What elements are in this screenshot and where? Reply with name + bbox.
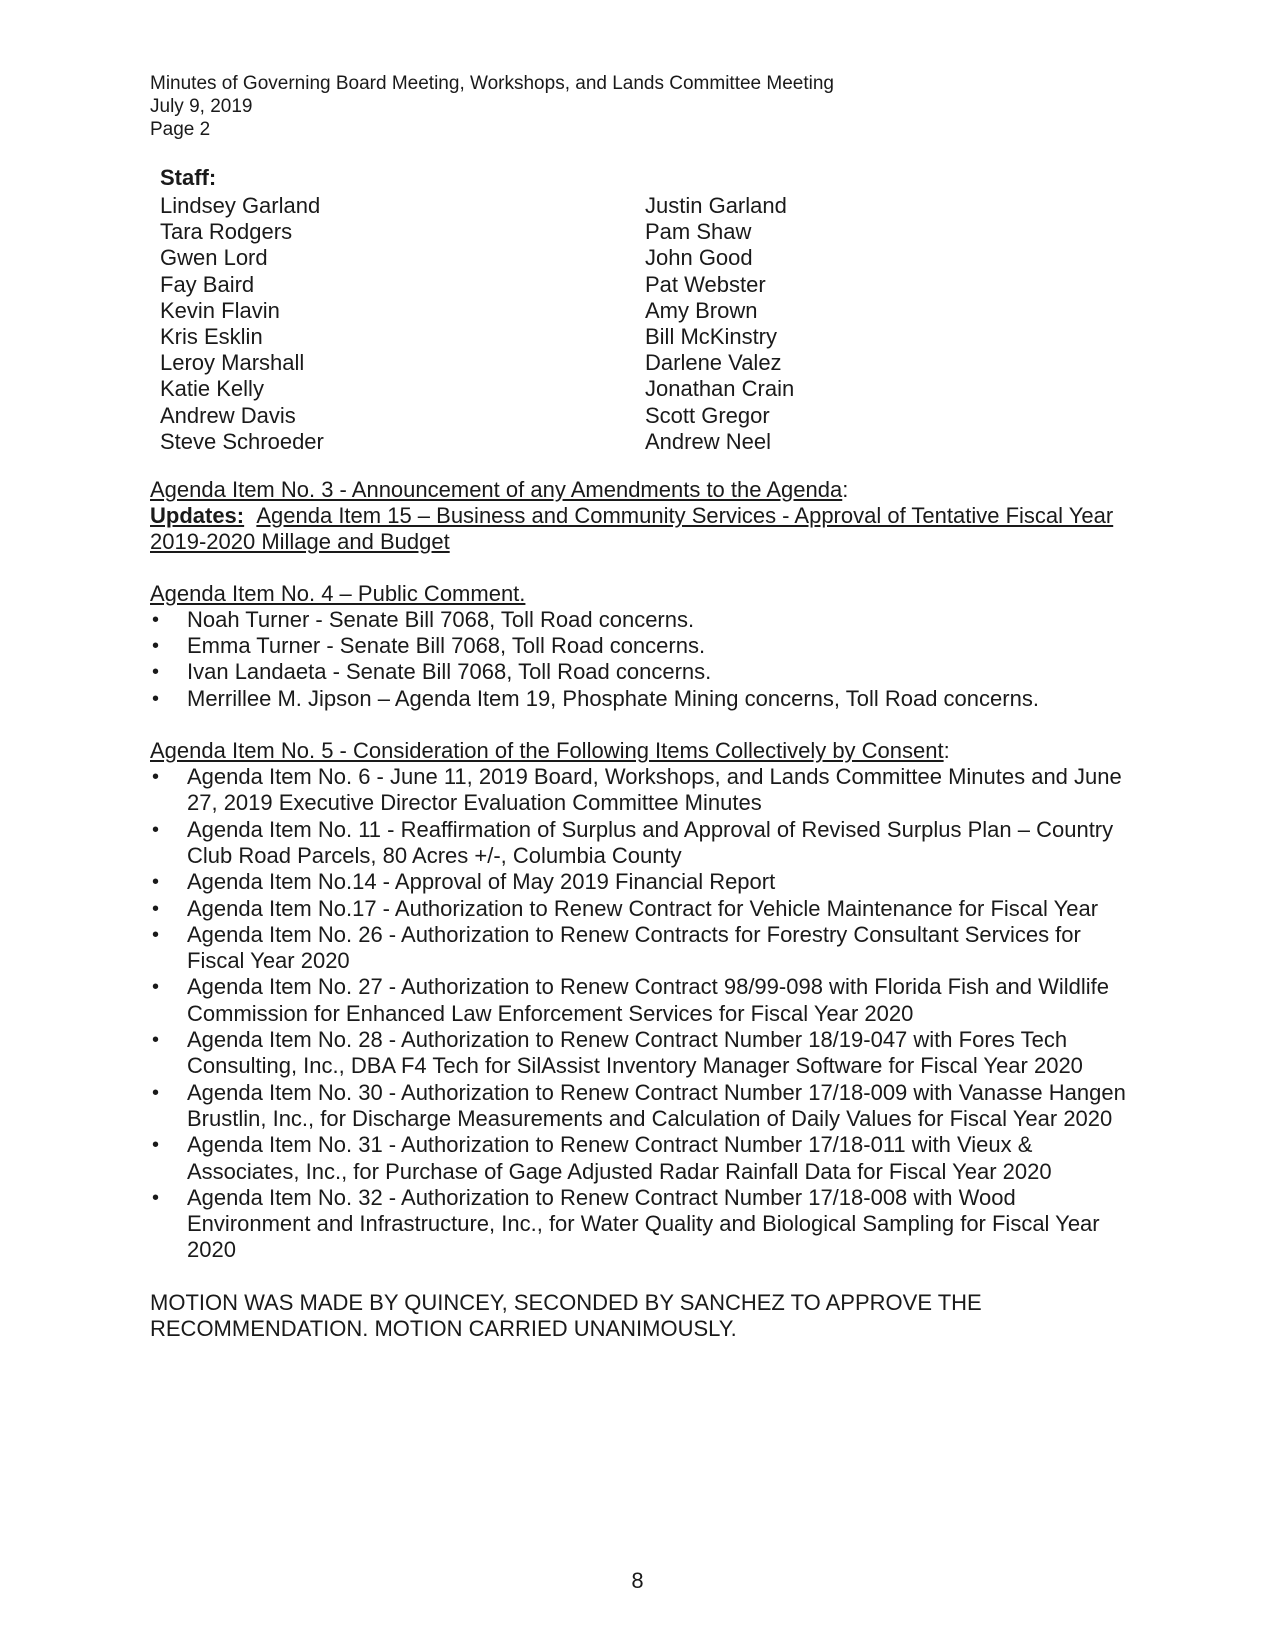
staff-name: Scott Gregor (645, 402, 770, 428)
staff-columns (160, 193, 1130, 455)
staff-section (160, 165, 1130, 455)
list-item: • Merrillee M. Jipson – Agenda Item 19, Phosphate Mining concerns, Toll Road concerns. (150, 686, 1130, 712)
staff-name: Andrew Neel (645, 428, 771, 454)
updates-text: Agenda Item 15 – Business and Community Services - Approval of Tentative Fiscal Year 2019-2020 Millage and Budget (150, 502, 1114, 554)
motion-text: MOTION WAS MADE BY QUINCEY, SECONDED BY SANCHEZ TO APPROVE THE RECOMMENDATION. MOTION CARRIED UNANIMOUSLY. (150, 1289, 982, 1341)
agenda-item-4 (150, 581, 1130, 712)
agenda-item-5-colon: : (943, 738, 950, 764)
agenda-item-3-heading: Agenda Item No. 3 - Announcement of any Amendments to the Agenda (150, 476, 843, 502)
page-number: 8 (631, 1568, 644, 1593)
list-item: • Agenda Item No. 32 - Authorization to Renew Contract Number 17/18-008 with Wood Environment and Infrastructure, Inc., for Water Quality and Biological Sampling for Fiscal Year 2020 (150, 1185, 1130, 1264)
staff-name: Tara Rodgers (160, 219, 293, 245)
staff-name: Katie Kelly (160, 376, 264, 402)
staff-name: Leroy Marshall (160, 350, 305, 376)
agenda-item-3 (150, 477, 1130, 555)
staff-name: Bill McKinstry (645, 323, 778, 349)
list-item: • Agenda Item No. 30 - Authorization to Renew Contract Number 17/18-009 with Vanasse Hangen Brustlin, Inc., for Discharge Measurements and Calculation of Daily Values for Fiscal Year 2020 (150, 1080, 1130, 1133)
list-item: • Agenda Item No. 27 - Authorization to Renew Contract 98/99-098 with Florida Fish and Wildlife Commission for Enhanced Law Enforcement Services for Fiscal Year 2020 (150, 974, 1130, 1027)
staff-name: Fay Baird (160, 271, 255, 297)
header-date: July 9, 2019 (150, 96, 253, 117)
staff-heading: Staff: (160, 165, 217, 190)
staff-name: Pat Webster (645, 271, 766, 297)
staff-name: Kevin Flavin (160, 297, 280, 323)
staff-name: Jonathan Crain (645, 376, 795, 402)
staff-column-right (645, 193, 1130, 455)
staff-name: Amy Brown (645, 297, 758, 323)
list-item: • Noah Turner - Senate Bill 7068, Toll Road concerns. (150, 607, 1130, 633)
staff-name: Kris Esklin (160, 323, 263, 349)
staff-name: Steve Schroeder (160, 428, 324, 454)
consent-items-list (150, 764, 1130, 1264)
staff-name: Pam Shaw (645, 219, 752, 245)
staff-name: John Good (645, 245, 753, 271)
staff-name: Justin Garland (645, 193, 787, 218)
staff-column-left (160, 193, 645, 455)
staff-name: Lindsey Garland (160, 193, 321, 218)
list-item: • Agenda Item No. 31 - Authorization to Renew Contract Number 17/18-011 with Vieux & Associates, Inc., for Purchase of Gage Adjusted Radar Rainfall Data for Fiscal Year 2020 (150, 1132, 1130, 1185)
document-page (150, 72, 1130, 1342)
list-item: • Agenda Item No.14 - Approval of May 2019 Financial Report (150, 869, 1130, 895)
agenda-item-4-heading: Agenda Item No. 4 – Public Comment. (150, 580, 526, 606)
list-item: • Emma Turner - Senate Bill 7068, Toll Road concerns. (150, 633, 1130, 659)
staff-name: Gwen Lord (160, 245, 268, 271)
list-item: • Ivan Landaeta - Senate Bill 7068, Toll Road concerns. (150, 659, 1130, 685)
list-item: • Agenda Item No. 28 - Authorization to Renew Contract Number 18/19-047 with Fores Tech Consulting, Inc., DBA F4 Tech for SilAssist Inventory Manager Software for Fiscal Year 2020 (150, 1027, 1130, 1080)
public-comment-list (150, 607, 1130, 712)
list-item: • Agenda Item No. 6 - June 11, 2019 Board, Workshops, and Lands Committee Minutes and June 27, 2019 Executive Director Evaluation Committee Minutes (150, 764, 1130, 817)
agenda-item-3-colon: : (842, 476, 849, 502)
staff-name: Andrew Davis (160, 402, 296, 428)
document-header (150, 72, 1130, 141)
staff-name: Darlene Valez (645, 350, 782, 376)
agenda-item-5-heading: Agenda Item No. 5 - Consideration of the Following Items Collectively by Consent (150, 738, 944, 764)
list-item: • Agenda Item No. 11 - Reaffirmation of Surplus and Approval of Revised Surplus Plan – Country Club Road Parcels, 80 Acres +/-, Columbia County (150, 817, 1130, 870)
list-item: • Agenda Item No.17 - Authorization to Renew Contract for Vehicle Maintenance for Fiscal Year (150, 896, 1130, 922)
header-page: Page 2 (150, 119, 211, 140)
agenda-item-5 (150, 738, 1130, 1264)
list-item: • Agenda Item No. 26 - Authorization to Renew Contracts for Forestry Consultant Services for Fiscal Year 2020 (150, 922, 1130, 975)
header-title: Minutes of Governing Board Meeting, Workshops, and Lands Committee Meeting (150, 73, 834, 94)
updates-label: Updates: (150, 502, 245, 528)
